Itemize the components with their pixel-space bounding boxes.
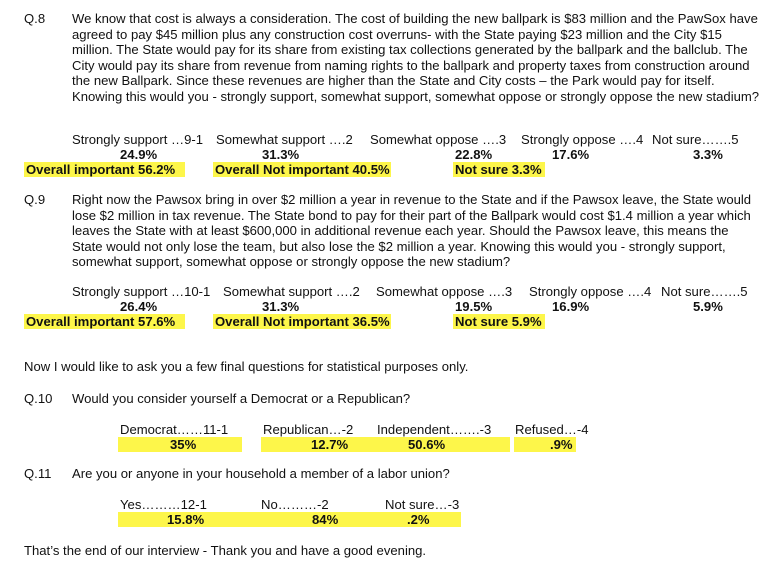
q8-number: Q.8 bbox=[24, 11, 46, 26]
q11-option-yes: Yes………12-1 bbox=[120, 497, 207, 512]
q9-option-strongly-support: Strongly support …10-1 bbox=[72, 284, 211, 299]
q9-number: Q.9 bbox=[24, 192, 46, 207]
q8-result-not-sure: 3.3% bbox=[693, 147, 723, 162]
q10-question-text: Would you consider yourself a Democrat or a Republican? bbox=[72, 391, 411, 406]
q8-option-somewhat-support: Somewhat support ….2 bbox=[216, 132, 353, 147]
q8-option-strongly-oppose: Strongly oppose ….4 bbox=[521, 132, 644, 147]
q8-result-somewhat-support: 31.3% bbox=[262, 147, 300, 162]
q10-option-independent: Independent…….-3 bbox=[377, 422, 492, 437]
q11-result-no: 84% bbox=[259, 512, 383, 527]
q9-option-strongly-oppose: Strongly oppose ….4 bbox=[529, 284, 652, 299]
q9-summary-not-sure: Not sure 5.9% bbox=[453, 314, 545, 329]
q9-result-somewhat-oppose: 19.5% bbox=[455, 299, 493, 314]
q8-summary-not-important: Overall Not important 40.5% bbox=[215, 162, 390, 177]
q9-option-not-sure: Not sure…….5 bbox=[661, 284, 748, 299]
q9-result-strongly-support: 26.4% bbox=[120, 299, 158, 314]
q11-number: Q.11 bbox=[24, 466, 52, 481]
q8-option-not-sure: Not sure…….5 bbox=[652, 132, 739, 147]
q10-number: Q.10 bbox=[24, 391, 53, 406]
q8-option-somewhat-oppose: Somewhat oppose ….3 bbox=[370, 132, 507, 147]
q10-option-democrat: Democrat……11-1 bbox=[120, 422, 229, 437]
q10-option-republican: Republican…-2 bbox=[263, 422, 354, 437]
q9-question-text: Right now the Pawsox bring in over $2 million a year in revenue to the State and if the Pawsox leave, the State would lose $2 million in tax revenue. The State bond to pay for their part of the Ballpark would cost $1.4 million a year which leaves the State with at least $600,000 in additional revenue each year. Should the Pawsox leave, this means the State would not only lose the team, but also lose the $2 million a year. Knowing this would you - strongly support, somewhat support, somewhat oppose or strongly oppose the new stadium? bbox=[72, 192, 752, 270]
q9-result-not-sure: 5.9% bbox=[693, 299, 723, 314]
q9-option-somewhat-oppose: Somewhat oppose ….3 bbox=[376, 284, 513, 299]
q10-result-independent: 50.6% bbox=[375, 437, 510, 452]
closing-statement: That’s the end of our interview - Thank you and have a good evening. bbox=[24, 543, 427, 558]
q9-summary-not-important: Overall Not important 36.5% bbox=[215, 314, 390, 329]
q8-result-somewhat-oppose: 22.8% bbox=[455, 147, 493, 162]
final-questions-intro: Now I would like to ask you a few final questions for statistical purposes only. bbox=[24, 359, 469, 374]
q9-summary-important: Overall important 57.6% bbox=[24, 314, 185, 329]
q8-option-strongly-support: Strongly support …9-1 bbox=[72, 132, 204, 147]
q10-result-republican: 12.7% bbox=[261, 437, 375, 452]
q9-result-strongly-oppose: 16.9% bbox=[552, 299, 590, 314]
q11-option-not-sure: Not sure…-3 bbox=[385, 497, 460, 512]
q11-option-no: No………-2 bbox=[261, 497, 329, 512]
q11-question-text: Are you or anyone in your household a member of a labor union? bbox=[72, 466, 450, 481]
q8-summary-not-sure: Not sure 3.3% bbox=[453, 162, 545, 177]
q9-result-somewhat-support: 31.3% bbox=[262, 299, 300, 314]
q11-result-yes: 15.8% bbox=[118, 512, 259, 527]
q10-result-refused: .9% bbox=[514, 437, 576, 452]
q10-option-refused: Refused…-4 bbox=[515, 422, 589, 437]
q8-summary-important: Overall important 56.2% bbox=[24, 162, 185, 177]
q8-result-strongly-oppose: 17.6% bbox=[552, 147, 590, 162]
q9-option-somewhat-support: Somewhat support ….2 bbox=[223, 284, 360, 299]
q10-result-democrat: 35% bbox=[118, 437, 242, 452]
q8-question-text: We know that cost is always a consideration. The cost of building the new ballpark is $83 million and the PawSox have agreed to pay $45 million plus any construction cost overruns- with the State paying $23 million and the City $15 million. The State would pay for its share from existing tax collections generated by the ballpark and the ballclub. The City would pay its share from revenue from naming rights to the ballpark and property taxes from construction around the new Ballpark. Since these revenues are higher than the State and City costs – the Park would pay for itself. Knowing this would you - strongly support, somewhat support, somewhat oppose or strongly oppose the new stadium? bbox=[72, 11, 760, 104]
q8-result-strongly-support: 24.9% bbox=[120, 147, 158, 162]
q11-result-not-sure: .2% bbox=[383, 512, 461, 527]
